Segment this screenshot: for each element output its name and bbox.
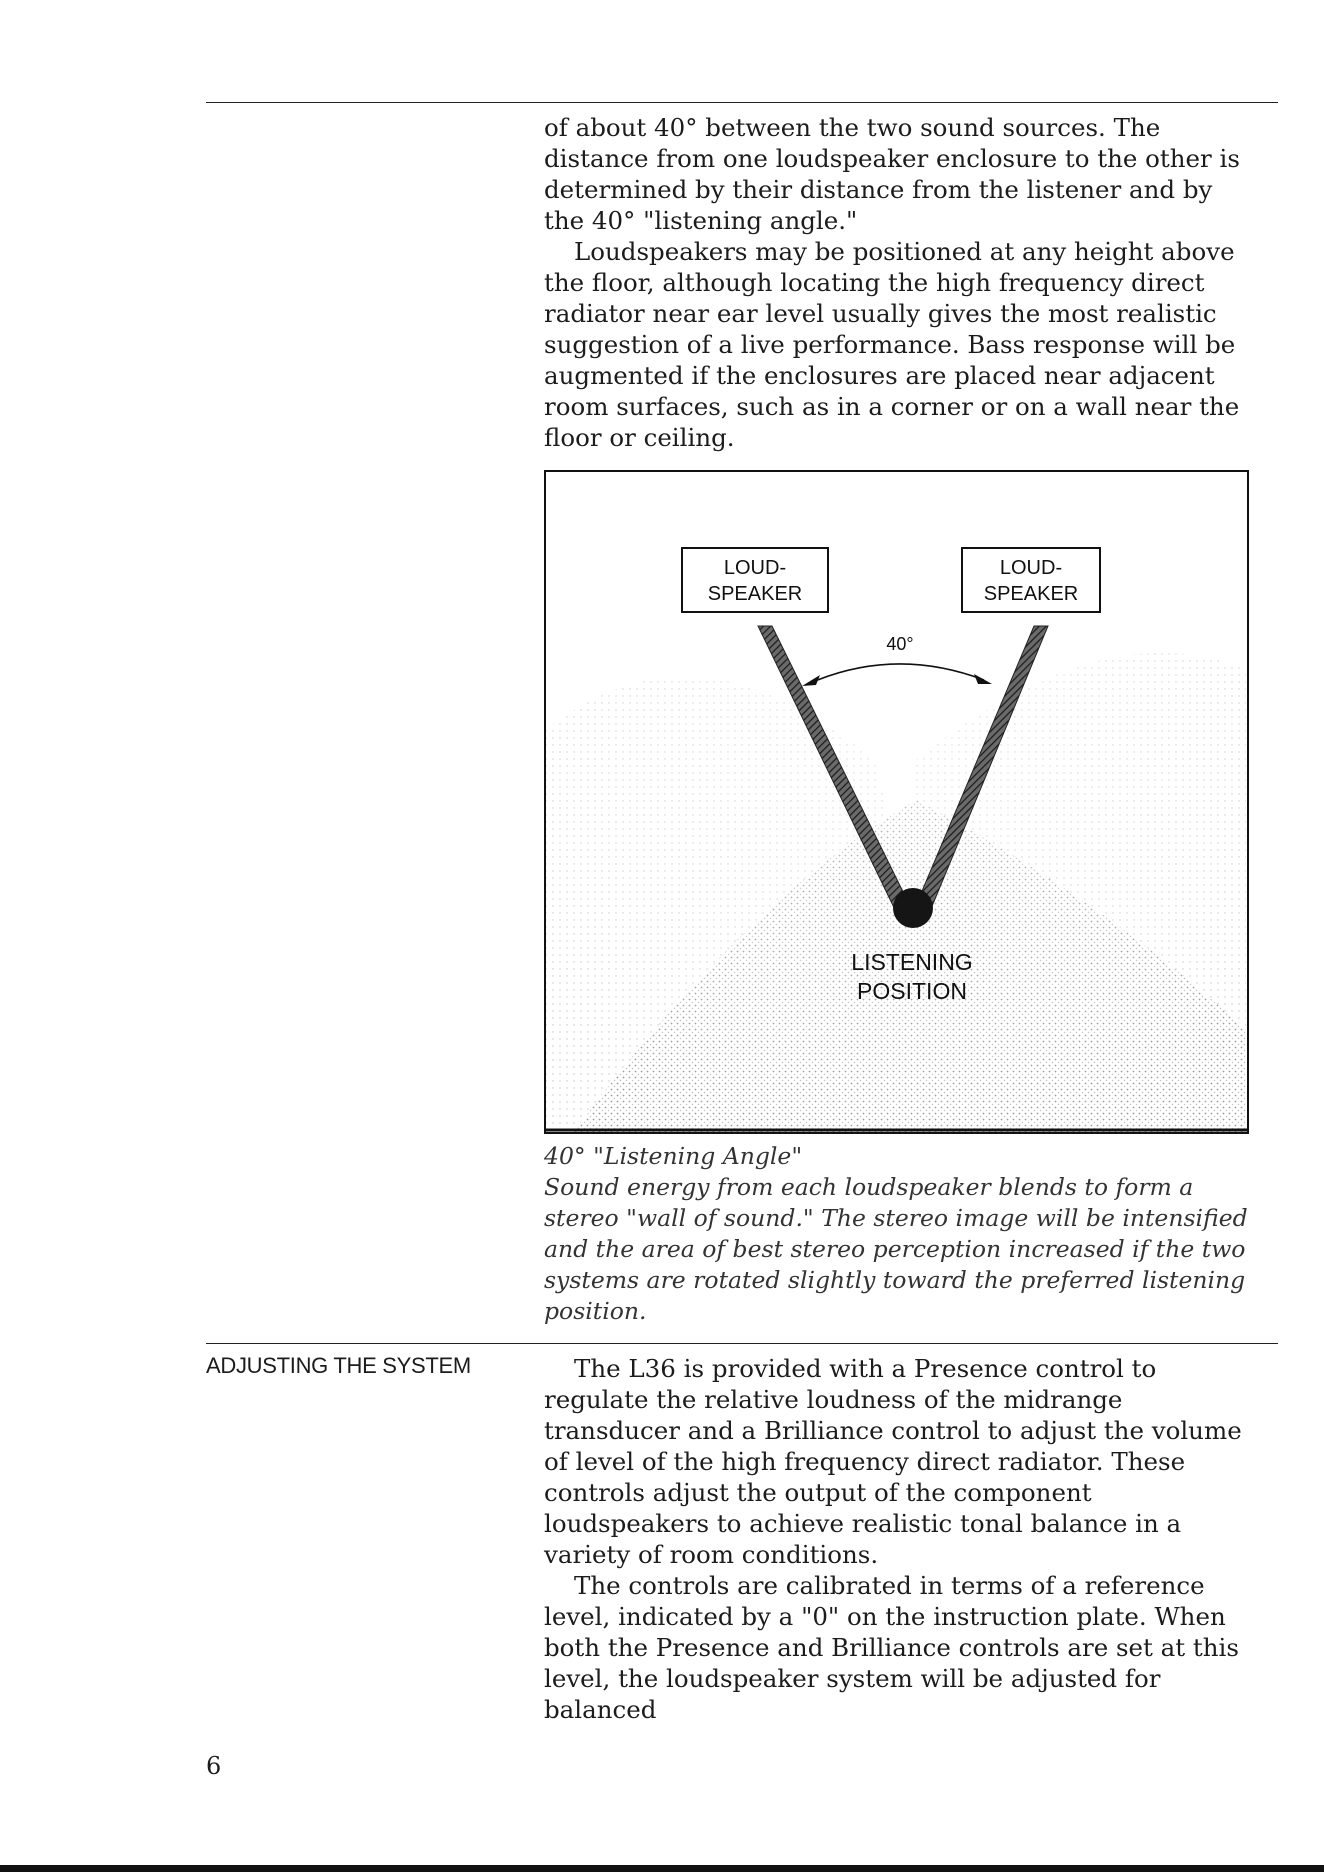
angle-label: 40° xyxy=(886,634,914,654)
section-rule xyxy=(206,1343,1278,1344)
right-speaker-label-line2: SPEAKER xyxy=(983,583,1079,605)
listening-angle-diagram xyxy=(544,470,1249,1134)
section-text-block xyxy=(544,1353,1249,1725)
section-label: ADJUSTING THE SYSTEM xyxy=(206,1353,471,1378)
listening-position-dot xyxy=(893,888,933,928)
listening-label-line2: POSITION xyxy=(857,978,967,1004)
figure-caption xyxy=(544,1141,1249,1327)
paragraph-calibration: The controls are calibrated in terms of a reference level, indicated by a "0" on the instruction plate. When both the Presence and Brilliance controls are set at this level, the loudspeaker system will be adjusted for balanced xyxy=(544,1571,1239,1724)
paragraph-controls: The L36 is provided with a Presence control to regulate the relative loudness of the midrange transducer and a Brilliance control to adjust the volume of level of the high frequency direct radiator. These controls adjust the output of the component loudspeakers to achieve realistic tonal balance in a variety of room conditions. xyxy=(544,1354,1242,1569)
caption-title: 40° "Listening Angle" xyxy=(544,1142,803,1170)
scan-edge xyxy=(0,1865,1324,1872)
left-speaker-label-line2: SPEAKER xyxy=(707,583,803,605)
top-text-block xyxy=(544,112,1249,453)
left-speaker-label-line1: LOUD- xyxy=(723,557,787,579)
paragraph-speaker-height: Loudspeakers may be positioned at any height above the floor, although locating the high frequency direct radiator near ear level usually gives the most realistic suggestion of a live performance. Bass response will be augmented if the enclosures are placed near adjacent room surfaces, such as in a corner or on a wall near the floor or ceiling. xyxy=(544,237,1240,452)
caption-body: Sound energy from each loudspeaker blends to form a stereo "wall of sound." The stereo image will be intensified and the area of best stereo perception increased if the two systems are rotated slightly toward the preferred listening position. xyxy=(544,1173,1248,1325)
top-rule xyxy=(206,102,1278,103)
listening-angle-figure xyxy=(544,470,1249,1134)
right-speaker-label-line1: LOUD- xyxy=(999,557,1063,579)
page-number: 6 xyxy=(206,1752,222,1780)
paragraph-listening-angle: of about 40° between the two sound sources. The distance from one loudspeaker enclosure to the other is determined by their distance from the listener and by the 40° "listening angle." xyxy=(544,113,1240,235)
listening-label-line1: LISTENING xyxy=(851,949,973,975)
